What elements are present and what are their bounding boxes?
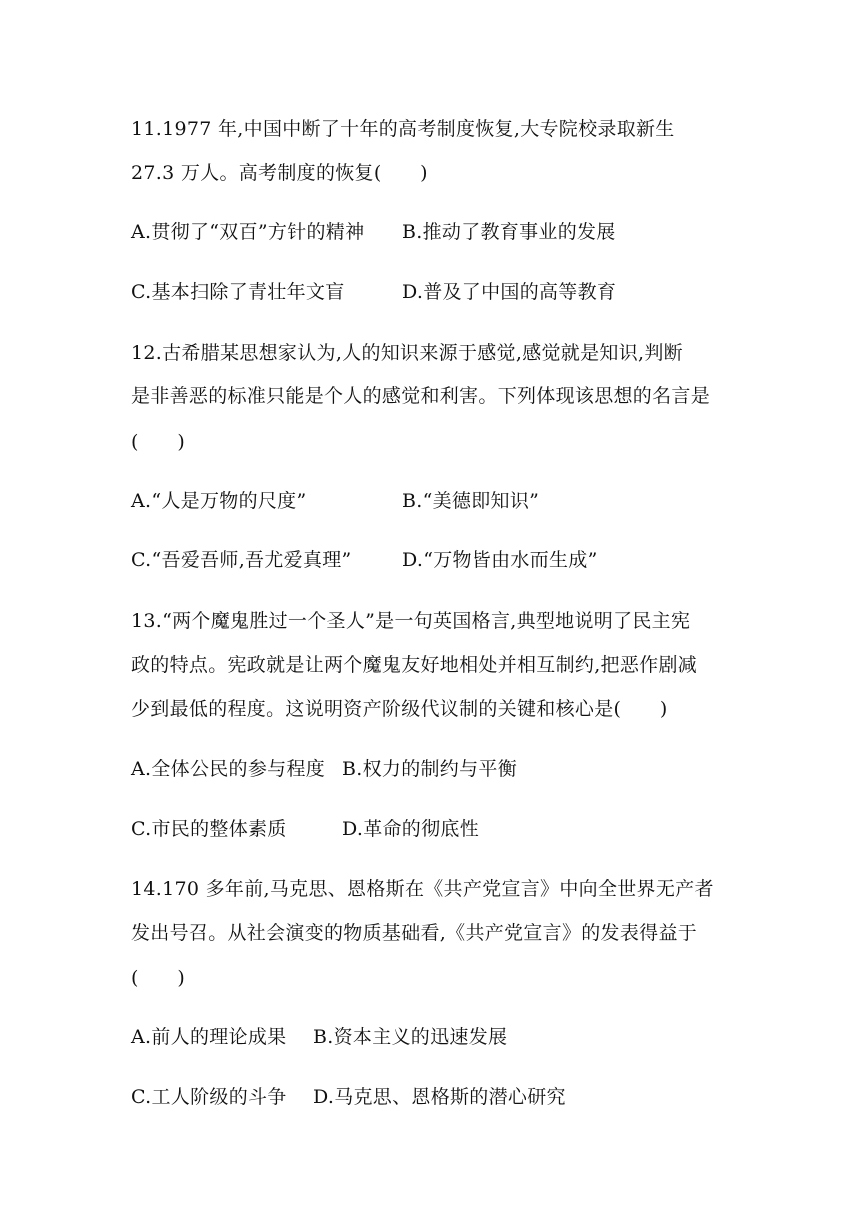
q11-option-c: C.基本扫除了青壮年文盲 <box>131 281 345 303</box>
q12-stem-line-2: 是非善恶的标准只能是个人的感觉和利害。下列体现该思想的名言是 <box>131 385 711 407</box>
q12-option-c: C.“吾爱吾师,吾尤爱真理” <box>131 549 352 571</box>
q13-stem-line-3: 少到最低的程度。这说明资产阶级代议制的关键和核心是( ) <box>131 698 668 720</box>
q14-option-d: D.马克思、恩格斯的潜心研究 <box>313 1086 566 1108</box>
q13-stem-line-1: 13.“两个魔鬼胜过一个圣人”是一句英国格言,典型地说明了民主宪 <box>131 610 691 632</box>
q14-stem-line-3: ( ) <box>131 967 186 989</box>
q12-stem-line-1: 12.古希腊某思想家认为,人的知识来源于感觉,感觉就是知识,判断 <box>131 342 683 364</box>
q14-stem-line-1: 14.170 多年前,马克思、恩格斯在《共产党宣言》中向全世界无产者 <box>131 878 714 900</box>
q11-option-d: D.普及了中国的高等教育 <box>402 281 617 303</box>
q14-option-c: C.工人阶级的斗争 <box>131 1086 287 1108</box>
q11-stem-line-1: 11.1977 年,中国中断了十年的高考制度恢复,大专院校录取新生 <box>131 118 675 140</box>
q11-option-a: A.贯彻了“双百”方针的精神 <box>131 221 365 243</box>
q14-stem-line-2: 发出号召。从社会演变的物质基础看,《共产党宣言》的发表得益于 <box>131 922 698 944</box>
q11-option-b: B.推动了教育事业的发展 <box>402 221 616 243</box>
q13-option-b: B.权力的制约与平衡 <box>342 758 518 780</box>
q11-stem-line-2: 27.3 万人。高考制度的恢复( ) <box>131 162 428 184</box>
q12-option-d: D.“万物皆由水而生成” <box>402 549 598 571</box>
q12-stem-line-3: ( ) <box>131 431 186 453</box>
q12-option-b: B.“美德即知识” <box>402 490 540 512</box>
q12-option-a: A.“人是万物的尺度” <box>131 490 307 512</box>
q13-option-d: D.革命的彻底性 <box>342 818 479 840</box>
q14-option-a: A.前人的理论成果 <box>131 1026 287 1048</box>
q13-stem-line-2: 政的特点。宪政就是让两个魔鬼友好地相处并相互制约,把恶作剧减 <box>131 654 698 676</box>
q13-option-c: C.市民的整体素质 <box>131 818 287 840</box>
q13-option-a: A.全体公民的参与程度 <box>131 758 326 780</box>
q14-option-b: B.资本主义的迅速发展 <box>313 1026 508 1048</box>
